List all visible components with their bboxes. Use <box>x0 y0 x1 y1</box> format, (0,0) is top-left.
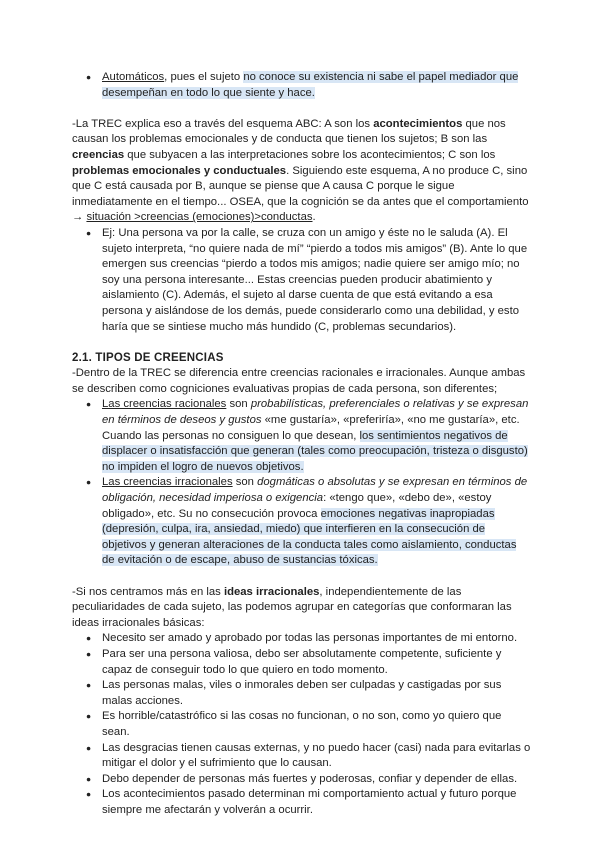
highlighted-text: emociones negativas inapropiadas (depresión, culpa, ira, ansiedad, miedo) que interfieren en la consecución de objetivos y generan alteraciones de la conducta tales como aislamiento, conductas de evitación o de escape, abuso de sustancias tóxicas. <box>102 507 517 567</box>
section-title: 2.1. TIPOS DE CREENCIAS <box>72 351 224 364</box>
term-racionales: Las creencias racionales <box>102 398 227 411</box>
text: -La TREC explica eso a través del esquema ABC: A son los <box>72 117 374 130</box>
text: . <box>312 211 316 224</box>
italic-text: dogmáticas o absolutas y se expresan en términos de obligación, necesidad imperiosa o exigencia <box>102 476 528 505</box>
bold-term-creencias: creencias <box>72 148 125 161</box>
italic-text: probabilísticas, preferenciales o relativas y se expresan en términos de deseos y gustos <box>102 398 529 427</box>
text: : «tengo que», «debo de», «estoy obligado», etc. Su no consecución provoca <box>102 492 492 520</box>
text: , independientemente de las peculiaridades de cada sujeto, las podemos agrupar en categorías que conformaran las ideas irracionales básicas: <box>72 585 512 629</box>
highlighted-text: los sentimientos negativos de displacer o insatisfacción que generan (tales como preocupación, tristeza o disgusto) no impiden el logro de nuevos objetivos. <box>102 429 528 473</box>
bold-term-problemas: problemas emocionales y conductuales <box>72 164 287 177</box>
bold-term-ideas-irracionales: ideas irracionales <box>223 585 320 598</box>
list-item: ● Para ser una persona valiosa, debo ser absolutamente competente, suficiente y capaz de conseguir todo lo que quiero en todo momento. <box>102 647 532 678</box>
document-page <box>72 70 532 819</box>
text: que nos causan los problemas emocionales y de conducta que tienen los sujetos; B son las <box>72 117 506 146</box>
text: «me gustaría», «preferiría», «no me gustaría», etc. Cuando las personas no consiguen lo que desean, <box>102 414 520 442</box>
term-irracionales: Las creencias irracionales <box>102 476 233 489</box>
paragraph-ideas <box>72 585 532 632</box>
text: que subyacen a las interpretaciones sobre los acontecimientos; C son los <box>124 148 496 161</box>
bullet-list-automaticos <box>72 70 532 101</box>
list-item-irracionales <box>102 475 532 569</box>
list-item-racionales <box>102 397 532 475</box>
text: -Si nos centramos más en las <box>72 585 224 598</box>
list-item: ● Ej: Una persona va por la calle, se cruza con un amigo y éste no le saluda (A). El sujeto interpreta, “no quiere nada de mí” “pierdo a todos mis amigos” (B). Ante lo que emergen sus creencias “pierdo a todos mis amigos; nadie quiere ser amigo mío; no soy una persona interesante... Estas creencias pueden producir abatimiento y aislamiento (C). Además, el sujeto al darse cuenta de que está evitando a esa persona y aislándose de los demás, puede considerarlo como una debilidad, y esto haría que se sintiese mucho más hundido (C, problemas secundarios). <box>102 226 532 335</box>
paragraph-tipos: -Dentro de la TREC se diferencia entre creencias racionales e irracionales. Aunque ambas se describen como cogniciones evaluativas propias de cada persona, son diferentes; <box>72 367 526 395</box>
text: son <box>226 398 251 411</box>
list-item: ● Debo depender de personas más fuertes y poderosas, confiar y depender de ellas. <box>102 772 532 788</box>
bold-term-acontecimientos: acontecimientos <box>373 117 463 130</box>
text: , pues el sujeto <box>164 71 244 83</box>
list-item <box>102 70 532 101</box>
list-item: ● Es horrible/catastrófico si las cosas no funcionan, o no son, como yo quiero que sean. <box>102 709 532 740</box>
term-automaticos: Automáticos <box>102 71 165 83</box>
ideas-list <box>72 631 532 818</box>
bullet-list-example <box>72 226 532 335</box>
list-item: ● Las desgracias tienen causas externas, y no puedo hacer (casi) nada para evitarlas o mitigar el dolor y el sufrimiento que lo causan. <box>102 741 532 772</box>
text: son <box>232 476 258 489</box>
list-item: ● Las personas malas, viles o inmorales deben ser culpadas y castigadas por sus malas acciones. <box>102 678 532 709</box>
list-item: ● Necesito ser amado y aprobado por todas las personas importantes de mi entorno. <box>102 631 532 647</box>
list-item: ● Los acontecimientos pasado determinan mi comportamiento actual y futuro porque siempre me afectarán y volverán a ocurrir. <box>102 787 532 818</box>
bullet-list-creencias <box>72 397 532 569</box>
text: . Siguiendo este esquema, A no produce C, sino que C está causada por B, aunque se piense que A causa C porque le sigue inmediatamente en el tiempo... OSEA, que la cognición se da antes que el comportamiento → <box>72 164 529 224</box>
paragraph-abc <box>72 117 532 226</box>
highlighted-text: no conoce su existencia ni sabe el papel mediador que desempeñan en todo lo que siente y hace. <box>102 71 519 99</box>
underlined-sequence: situación >creencias (emociones)>conductas <box>86 211 313 224</box>
